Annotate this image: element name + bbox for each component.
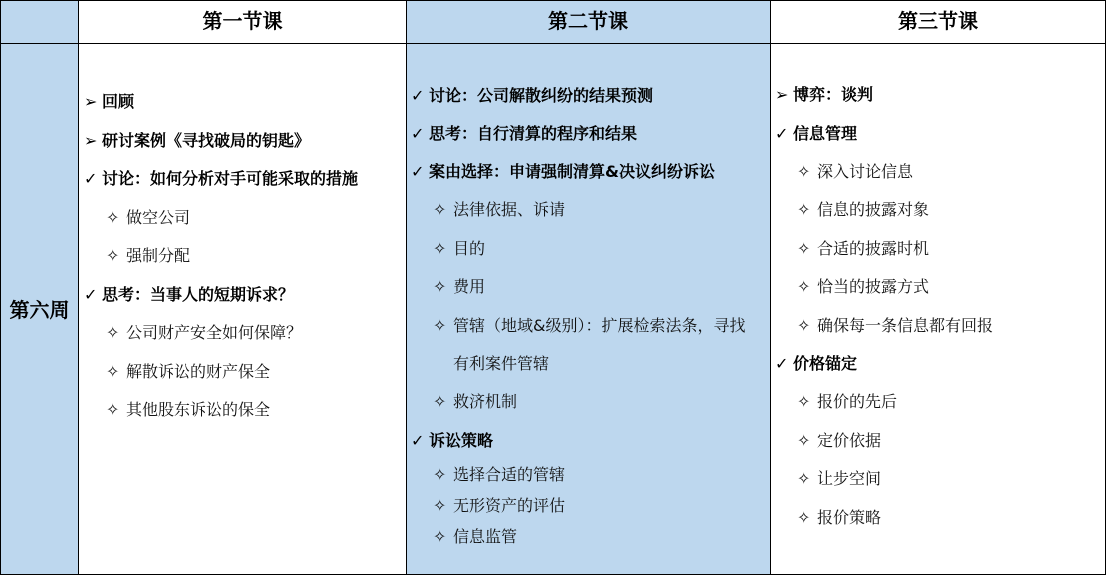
body-cell-1 — [79, 43, 406, 575]
header-lesson-3: 第三节课 — [898, 9, 978, 33]
arrow-bullet-icon: ➢ — [84, 92, 98, 111]
col1-item — [106, 362, 270, 382]
check-bullet-icon: ✓ — [775, 124, 789, 143]
col2-item — [433, 527, 517, 547]
item-text: 费用 — [453, 277, 486, 296]
item-text: 诉讼策略 — [429, 431, 494, 450]
diamond-bullet-icon: ✧ — [106, 246, 120, 265]
item-text: 博弈：谈判 — [793, 85, 874, 104]
item-text: 做空公司 — [126, 208, 191, 227]
diamond-bullet-icon: ✧ — [433, 277, 447, 296]
col1-item — [84, 169, 358, 189]
item-text: 回顾 — [102, 92, 135, 111]
item-text: 选择合适的管辖 — [453, 465, 566, 484]
item-text: 强制分配 — [126, 246, 191, 265]
col2-item — [433, 392, 517, 412]
col2-item — [433, 239, 485, 259]
item-text: 定价依据 — [817, 431, 882, 450]
border-left — [0, 0, 1, 575]
diamond-bullet-icon: ✧ — [433, 200, 447, 219]
col3-item — [797, 431, 881, 451]
item-text: 解散诉讼的财产保全 — [126, 362, 271, 381]
diamond-bullet-icon: ✧ — [797, 469, 811, 488]
col1-item — [106, 400, 270, 420]
week-header-cell — [0, 0, 79, 43]
diamond-bullet-icon: ✧ — [106, 400, 120, 419]
diamond-bullet-icon: ✧ — [433, 392, 447, 411]
col2-item — [433, 200, 565, 220]
arrow-bullet-icon: ➢ — [84, 131, 98, 150]
diamond-bullet-icon: ✧ — [797, 239, 811, 258]
col2-item — [433, 316, 745, 336]
item-text: 合适的披露时机 — [817, 239, 930, 258]
diamond-bullet-icon: ✧ — [797, 200, 811, 219]
diamond-bullet-icon: ✧ — [106, 362, 120, 381]
check-bullet-icon: ✓ — [411, 431, 425, 450]
col2-item — [433, 496, 565, 516]
diamond-bullet-icon: ✧ — [797, 431, 811, 450]
item-text: 信息的披露对象 — [817, 200, 930, 219]
item-text: 报价的先后 — [817, 392, 898, 411]
border-col-2 — [406, 0, 407, 575]
check-bullet-icon: ✓ — [84, 169, 98, 188]
check-bullet-icon: ✓ — [411, 124, 425, 143]
item-text: 恰当的披露方式 — [817, 277, 930, 296]
header-lesson-2: 第二节课 — [548, 9, 628, 33]
item-text: 思考：当事人的短期诉求？ — [102, 285, 295, 304]
diamond-bullet-icon: ✧ — [433, 527, 447, 546]
check-bullet-icon: ✓ — [775, 354, 789, 373]
col2-item — [411, 162, 715, 182]
border-top — [0, 0, 1106, 1]
col2-item — [453, 354, 549, 374]
item-text: 案由选择：申请强制清算&决议纠纷诉讼 — [429, 162, 715, 181]
col1-item — [106, 323, 302, 343]
item-text: 信息监管 — [453, 527, 518, 546]
header-lesson-1: 第一节课 — [202, 9, 283, 33]
item-text: 有利案件管辖 — [453, 354, 550, 373]
item-text: 管辖（地域&级别）：扩展检索法条，寻找 — [453, 316, 746, 335]
item-text: 价格锚定 — [793, 354, 858, 373]
diamond-bullet-icon: ✧ — [433, 239, 447, 258]
diamond-bullet-icon: ✧ — [106, 323, 120, 342]
check-bullet-icon: ✓ — [411, 162, 425, 181]
col3-item — [775, 124, 857, 144]
border-header-bottom — [0, 43, 1106, 44]
diamond-bullet-icon: ✧ — [797, 392, 811, 411]
diamond-bullet-icon: ✧ — [797, 316, 811, 335]
col3-item — [797, 316, 993, 336]
col2-item — [411, 86, 653, 106]
border-col-1 — [78, 0, 79, 575]
col3-item — [797, 392, 897, 412]
col3-item — [797, 469, 881, 489]
col2-item — [433, 465, 565, 485]
diamond-bullet-icon: ✧ — [797, 162, 811, 181]
diamond-bullet-icon: ✧ — [433, 465, 447, 484]
col3-item — [775, 354, 857, 374]
diamond-bullet-icon: ✧ — [106, 208, 120, 227]
diamond-bullet-icon: ✧ — [433, 316, 447, 335]
item-text: 深入讨论信息 — [817, 162, 914, 181]
col2-item — [411, 124, 637, 144]
item-text: 确保每一条信息都有回报 — [817, 316, 994, 335]
body-cell-3 — [770, 43, 1106, 575]
check-bullet-icon: ✓ — [84, 285, 98, 304]
item-text: 其他股东诉讼的保全 — [126, 400, 271, 419]
col3-item — [797, 200, 929, 220]
item-text: 法律依据、诉请 — [453, 200, 566, 219]
col3-item — [797, 239, 929, 259]
item-text: 救济机制 — [453, 392, 518, 411]
week-label: 第六周 — [9, 298, 70, 322]
item-text: 无形资产的评估 — [453, 496, 566, 515]
check-bullet-icon: ✓ — [411, 86, 425, 105]
diamond-bullet-icon: ✧ — [797, 508, 811, 527]
diamond-bullet-icon: ✧ — [433, 496, 447, 515]
item-text: 信息管理 — [793, 124, 858, 143]
col1-item — [84, 285, 294, 305]
col2-item — [411, 431, 493, 451]
item-text: 让步空间 — [817, 469, 882, 488]
col1-item — [106, 208, 190, 228]
item-text: 讨论：公司解散纠纷的结果预测 — [429, 86, 654, 105]
col2-item — [433, 277, 485, 297]
item-text: 公司财产安全如何保障？ — [126, 323, 303, 342]
col1-item — [84, 131, 310, 151]
col3-item — [797, 162, 913, 182]
col1-item — [106, 246, 190, 266]
col3-item — [797, 277, 929, 297]
item-text: 讨论：如何分析对手可能采取的措施 — [102, 169, 359, 188]
item-text: 目的 — [453, 239, 486, 258]
col1-item — [84, 92, 134, 112]
item-text: 思考：自行清算的程序和结果 — [429, 124, 638, 143]
col3-item — [797, 508, 881, 528]
item-text: 报价策略 — [817, 508, 882, 527]
col3-item — [775, 85, 873, 105]
border-col-3 — [770, 0, 771, 575]
diamond-bullet-icon: ✧ — [797, 277, 811, 296]
item-text: 研讨案例《寻找破局的钥匙》 — [102, 131, 311, 150]
arrow-bullet-icon: ➢ — [775, 85, 789, 104]
